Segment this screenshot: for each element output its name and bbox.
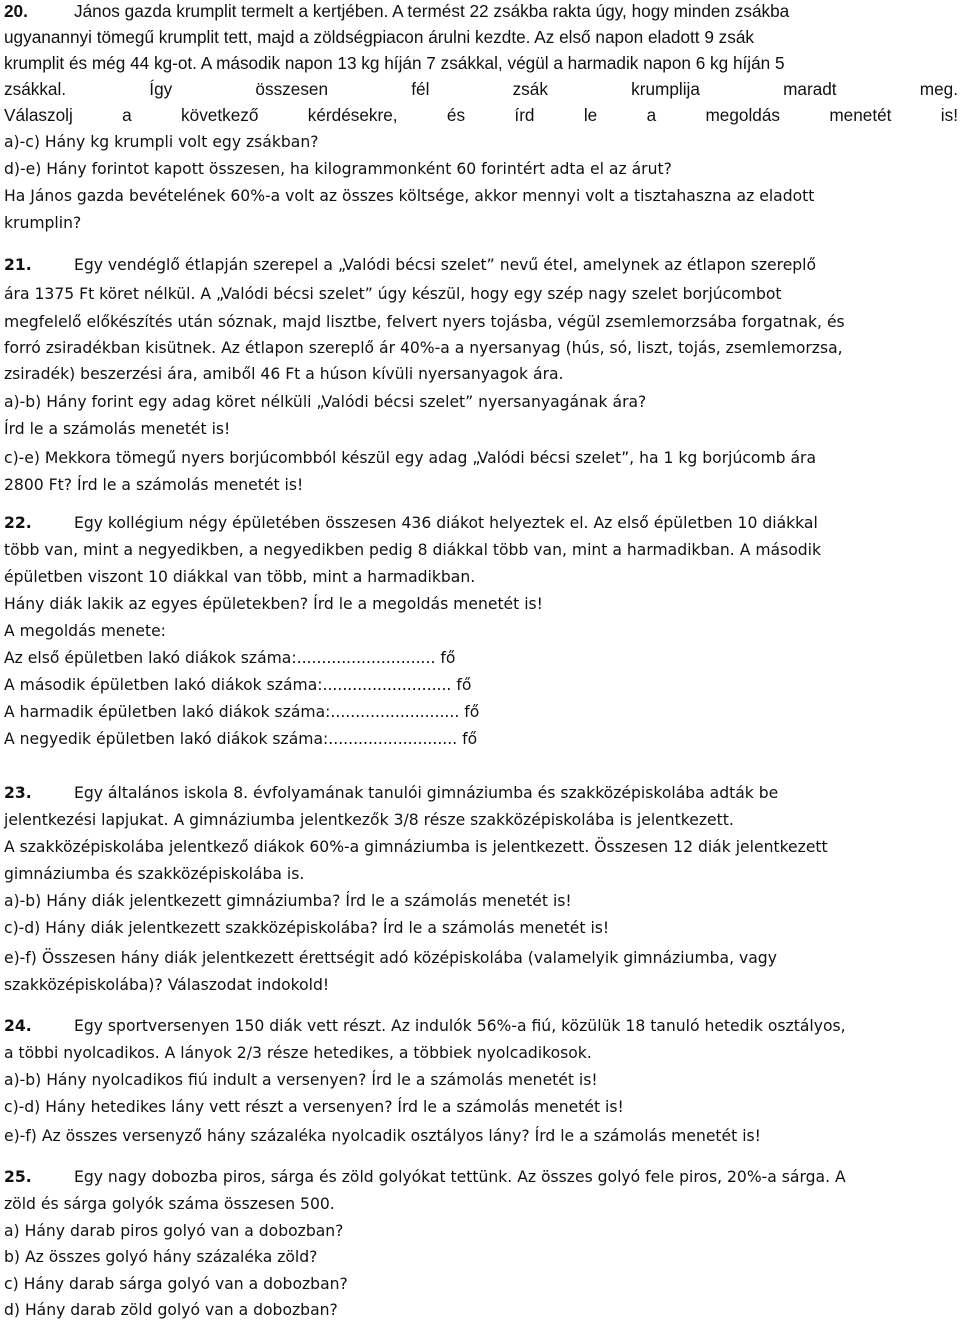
problem-line: jelentkezési lapjukat. A gimnáziumba jelentkezők 3/8 része szakközépiskolába is jelentkezett. bbox=[4, 811, 734, 829]
problem-line: forró zsiradékban kisütnek. Az étlapon szereplő ár 40%-a a nyersanyag (hús, só, liszt, tojás, zsemlemorzsa, bbox=[4, 339, 843, 357]
answer-line: Az első épületben lakó diákok száma:............................ fő bbox=[4, 649, 456, 667]
problem-number: 21. bbox=[4, 256, 32, 274]
problem-line: e)‐f) Összesen hány diák jelentkezett érettségit adó középiskolába (valamelyik gimnáziumba, vagy bbox=[4, 949, 777, 967]
problem-line: A szakközépiskolába jelentkező diákok 60%-a gimnáziumba is jelentkezett. Összesen 12 diák jelentkezett bbox=[4, 838, 828, 856]
problem-number: 25. bbox=[4, 1168, 32, 1186]
problem-line: Hány diák lakik az egyes épületekben? Írd le a megoldás menetét is! bbox=[4, 595, 543, 613]
problem-line: szakközépiskolába)? Válaszodat indokold! bbox=[4, 976, 330, 994]
problem-line: Írd le a számolás menetét is! bbox=[4, 420, 231, 438]
problem-number: 23. bbox=[4, 784, 32, 802]
problem-line: 24. Egy sportversenyen 150 diák vett részt. Az indulók 56%-a fiú, közülük 18 tanuló hetedik osztályos, bbox=[4, 1017, 846, 1035]
problem-line: a)‐b) Hány nyolcadikos fiú indult a versenyen? Írd le a számolás menetét is! bbox=[4, 1071, 598, 1089]
problem-line: c)‐e) Mekkora tömegű nyers borjúcombból készül egy adag „Valódi bécsi szelet”, ha 1 kg borjúcomb ára bbox=[4, 449, 817, 467]
problem-number: 22. bbox=[4, 514, 32, 532]
problem-line: a) Hány darab piros golyó van a dobozban? bbox=[4, 1222, 344, 1240]
problem-line: több van, mint a negyedikben, a negyedikben pedig 8 diákkal több van, mint a harmadikban. A második bbox=[4, 541, 822, 559]
problem-line: krumplit és még 44 kg-ot. A második napon 13 kg híján 7 zsákkal, végül a harmadik napon 6 kg híján 5 bbox=[4, 53, 785, 73]
problem-line: Válaszolj a következő kérdésekre, és írd le a megoldás menetét is! bbox=[4, 105, 958, 125]
problem-line: A megoldás menete: bbox=[4, 622, 166, 640]
problem-line: c)‐d) Hány diák jelentkezett szakközépiskolába? Írd le a számolás menetét is! bbox=[4, 919, 610, 937]
problem-line: ugyanannyi tömegű krumplit tett, majd a zöldségpiacon árulni kezdte. Az első napon eladott 9 zsák bbox=[4, 27, 755, 47]
problem-line: ára 1375 Ft köret nélkül. A „Valódi bécsi szelet” úgy készül, hogy egy szép nagy szelet borjúcombot bbox=[4, 285, 782, 303]
problem-line: zsiradék) beszerzési ára, amiből 46 Ft a húson kívüli nyersanyagok ára. bbox=[4, 365, 564, 383]
problem-line: megfelelő előkészítés után sóznak, majd lisztbe, felvert nyers tojásba, végül zsemlemorzsába forgatnak, és bbox=[4, 313, 845, 331]
problem-line: b) Az összes golyó hány százaléka zöld? bbox=[4, 1248, 318, 1266]
problem-line: 20. János gazda krumplit termelt a kertjében. A termést 22 zsákba rakta úgy, hogy minden zsákba bbox=[4, 1, 790, 21]
problem-line: Ha János gazda bevételének 60%-a volt az összes költsége, akkor mennyi volt a tisztahaszna az eladott bbox=[4, 187, 815, 205]
problem-line: krumplin? bbox=[4, 214, 82, 232]
answer-line: A második épületben lakó diákok száma:.......................... fő bbox=[4, 676, 472, 694]
problem-line: gimnáziumba és szakközépiskolába is. bbox=[4, 865, 305, 883]
answer-line: A negyedik épületben lakó diákok száma:.......................... fő bbox=[4, 730, 478, 748]
answer-line: A harmadik épületben lakó diákok száma:.......................... fő bbox=[4, 703, 480, 721]
problem-line: 2800 Ft? Írd le a számolás menetét is! bbox=[4, 476, 304, 494]
problem-line: d) Hány darab zöld golyó van a dobozban? bbox=[4, 1301, 338, 1319]
problem-number: 20. bbox=[4, 1, 28, 21]
problem-line: zsákkal. Így összesen fél zsák krumplija maradt meg. bbox=[4, 79, 958, 99]
problem-line: a)-c) Hány kg krumpli volt egy zsákban? bbox=[4, 133, 319, 151]
problem-line: 21. Egy vendéglő étlapján szerepel a „Valódi bécsi szelet” nevű étel, amelynek az étlapon szereplő bbox=[4, 256, 817, 274]
problem-line: 25. Egy nagy dobozba piros, sárga és zöld golyókat tettünk. Az összes golyó fele piros, 20%-a sárga. A bbox=[4, 1168, 846, 1186]
problem-line: a többi nyolcadikos. A lányok 2/3 része hetedikes, a többiek nyolcadikosok. bbox=[4, 1044, 592, 1062]
problem-line: e)‐f) Az összes versenyző hány százaléka nyolcadik osztályos lány? Írd le a számolás menetét is! bbox=[4, 1127, 761, 1145]
problem-line: d)-e) Hány forintot kapott összesen, ha kilogrammonként 60 forintért adta el az árut? bbox=[4, 160, 672, 178]
problem-number: 24. bbox=[4, 1017, 32, 1035]
problem-line: a)‐b) Hány forint egy adag köret nélküli „Valódi bécsi szelet” nyersanyagának ára? bbox=[4, 393, 647, 411]
problem-line: zöld és sárga golyók száma összesen 500. bbox=[4, 1195, 335, 1213]
problem-line: 22. Egy kollégium négy épületében összesen 436 diákot helyeztek el. Az első épületben 10 diákkal bbox=[4, 514, 818, 532]
problem-line: 23. Egy általános iskola 8. évfolyamának tanulói gimnáziumba és szakközépiskolába adták be bbox=[4, 784, 779, 802]
problem-line: a)‐b) Hány diák jelentkezett gimnáziumba? Írd le a számolás menetét is! bbox=[4, 892, 572, 910]
problem-line: c) Hány darab sárga golyó van a dobozban? bbox=[4, 1275, 348, 1293]
problem-line: c)‐d) Hány hetedikes lány vett részt a versenyen? Írd le a számolás menetét is! bbox=[4, 1098, 624, 1116]
problem-line: épületben viszont 10 diákkal van több, mint a harmadikban. bbox=[4, 568, 476, 586]
